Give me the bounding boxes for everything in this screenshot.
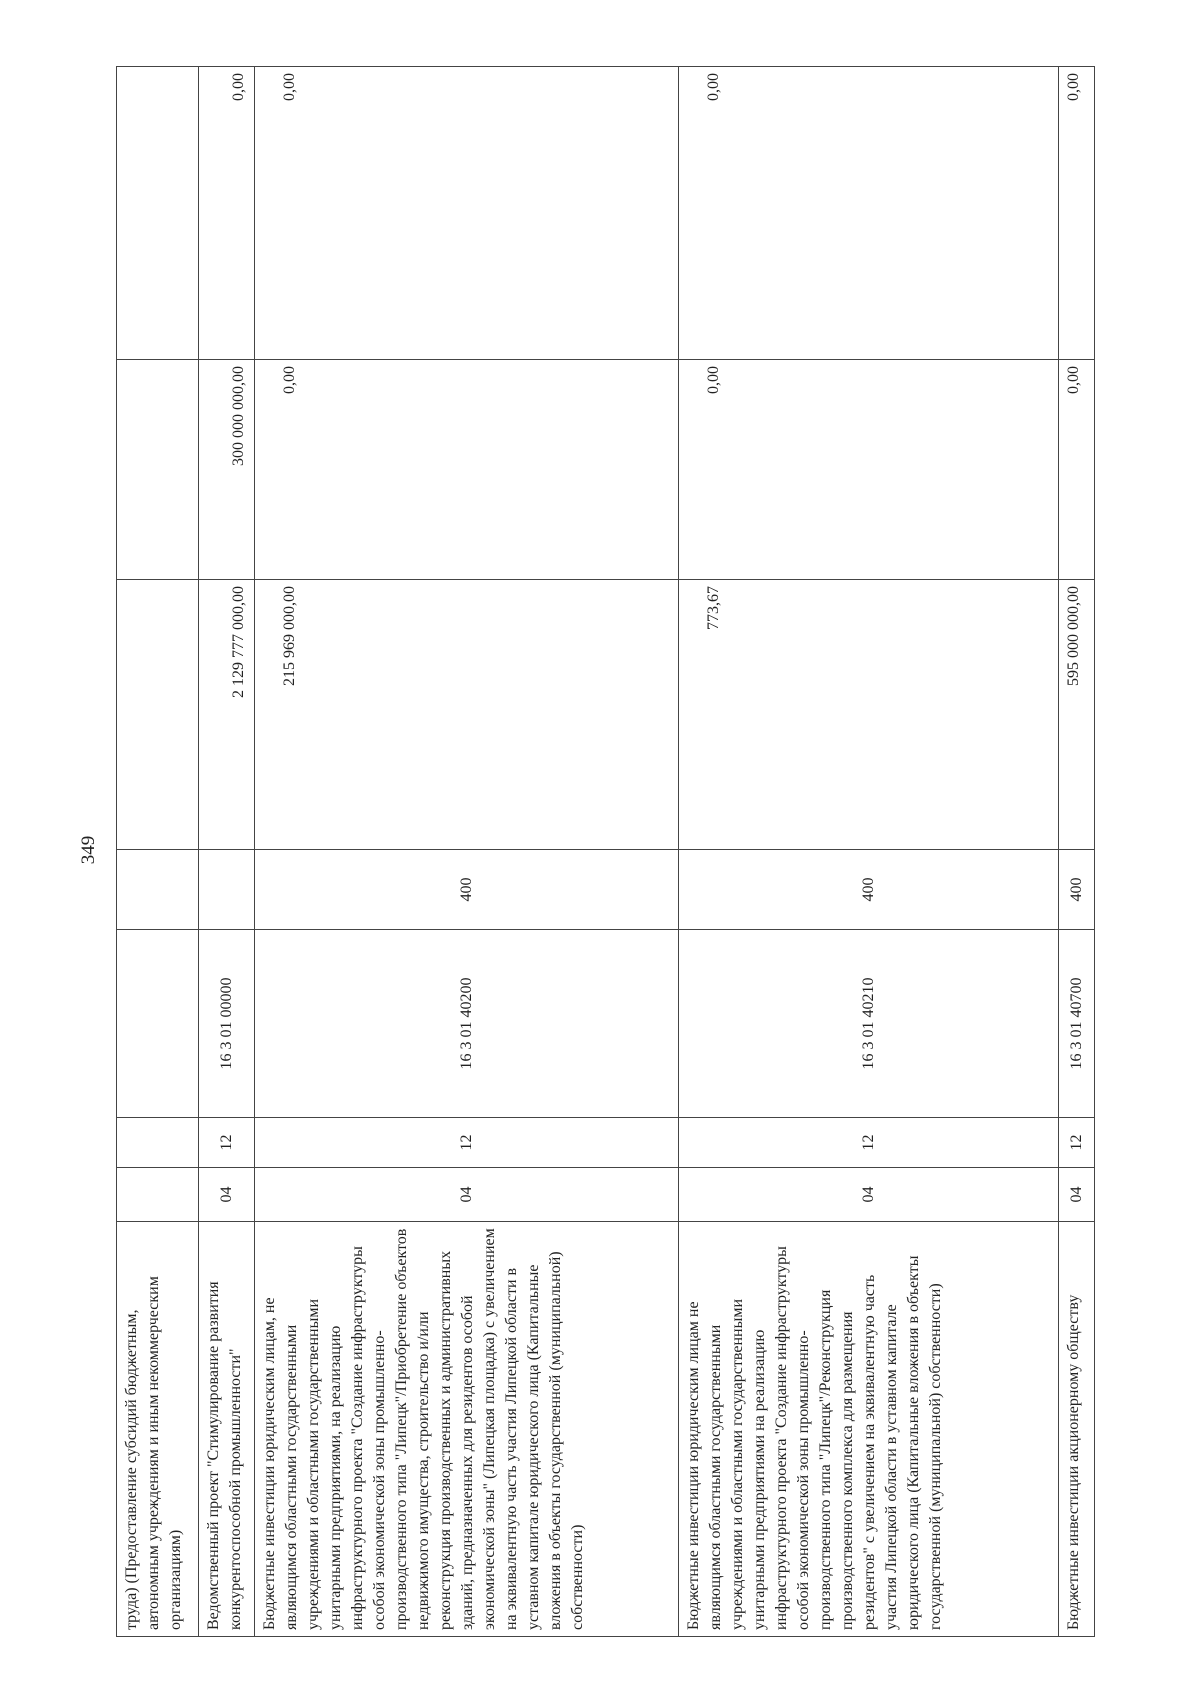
section-code [117, 1168, 199, 1222]
expense-type: 400 [679, 850, 1059, 930]
sum-year-2-cell [679, 360, 1059, 580]
row-description: Бюджетные инвестиции акционерному обществу [1059, 1222, 1095, 1637]
subsection-code: 12 [1059, 1118, 1095, 1168]
target-code [117, 930, 199, 1118]
table-row [199, 67, 255, 1637]
target-code: 16 3 01 40210 [679, 930, 1059, 1118]
expense-type: 400 [1059, 850, 1095, 930]
section-code: 04 [1059, 1168, 1095, 1222]
target-code: 16 3 01 40200 [255, 930, 679, 1118]
sum-year-3: 0,00 [199, 67, 255, 360]
sum-year-3: 0,00 [1059, 67, 1095, 360]
row-description: Бюджетные инвестиции юридическим лицам не являющимся областными государственными учреждениями и областными государственными унитарными предприятиями на реализацию инфраструктурного проекта "Создание инфраструктуры особой экономической зоны промышленно-производственного типа "Липецк"/Реконструкция производственного комплекса для размещения резидентов" с увеличением на эквивалентную часть участия Липецкой области в уставном капитале юридического лица (Капитальные вложения в объекты государственной (муниципальной) собственности) [679, 1222, 1059, 1637]
sum-year-1: 2 129 777 000,00 [199, 580, 255, 850]
section-code: 04 [199, 1168, 255, 1222]
section-code: 04 [255, 1168, 679, 1222]
sum-year-1: 595 000 000,00 [1059, 580, 1095, 850]
sum-year-3: 0,00 [281, 73, 298, 101]
expense-type: 400 [255, 850, 679, 930]
table-row [117, 67, 199, 1637]
row-description: Бюджетные инвестиции юридическим лицам, не являющимся областными государственными учреждениями и областными государственными унитарными предприятиями, на реализацию инфраструктурного проекта "Создание инфраструктуры особой экономической зоны промышленно-производственного типа "Липецк"/Приобретение объектов недвижимого имущества, строительство и/или реконструкция производственных и административных зданий, предназначенных для резидентов особой экономической зоны" (Липецкая площадка) с увеличением на эквивалентную часть участия Липецкой области в уставном капитале юридического лица (Капитальные вложения в объекты государственной (муниципальной) собственности) [255, 1222, 679, 1637]
section-code: 04 [679, 1168, 1059, 1222]
subsection-code [117, 1118, 199, 1168]
table-row [1059, 67, 1095, 1637]
sum-year-2: 300 000 000,00 [199, 360, 255, 580]
sum-year-3: 0,00 [705, 73, 722, 101]
sum-year-2: 0,00 [1059, 360, 1095, 580]
row-description: Ведомственный проект "Стимулирование развития конкурентоспособной промышленности" [199, 1222, 255, 1637]
table-row [255, 67, 679, 1637]
budget-table [116, 66, 1095, 1637]
sum-year-2: 0,00 [281, 366, 298, 394]
subsection-code: 12 [255, 1118, 679, 1168]
sum-year-1-cell [255, 580, 679, 850]
target-code: 16 3 01 40700 [1059, 930, 1095, 1118]
sum-year-1 [117, 580, 199, 850]
table-row [679, 67, 1059, 1637]
sum-year-1-cell [679, 580, 1059, 850]
sum-year-2-cell [255, 360, 679, 580]
budget-table-rotated [116, 67, 1094, 1637]
sum-year-3 [117, 67, 199, 360]
subsection-code: 12 [679, 1118, 1059, 1168]
row-description: труда) (Предоставление субсидий бюджетным, автономным учреждениям и иным некоммерческим организациям) [117, 1222, 199, 1637]
sum-year-3-cell [255, 67, 679, 360]
expense-type [117, 850, 199, 930]
sum-year-1: 215 969 000,00 [281, 586, 298, 686]
sum-year-2: 0,00 [705, 366, 722, 394]
expense-type [199, 850, 255, 930]
subsection-code: 12 [199, 1118, 255, 1168]
page-number: 349 [78, 835, 99, 865]
target-code: 16 3 01 00000 [199, 930, 255, 1118]
sum-year-3-cell [679, 67, 1059, 360]
sum-year-2 [117, 360, 199, 580]
sum-year-1: 773,67 [705, 586, 722, 630]
